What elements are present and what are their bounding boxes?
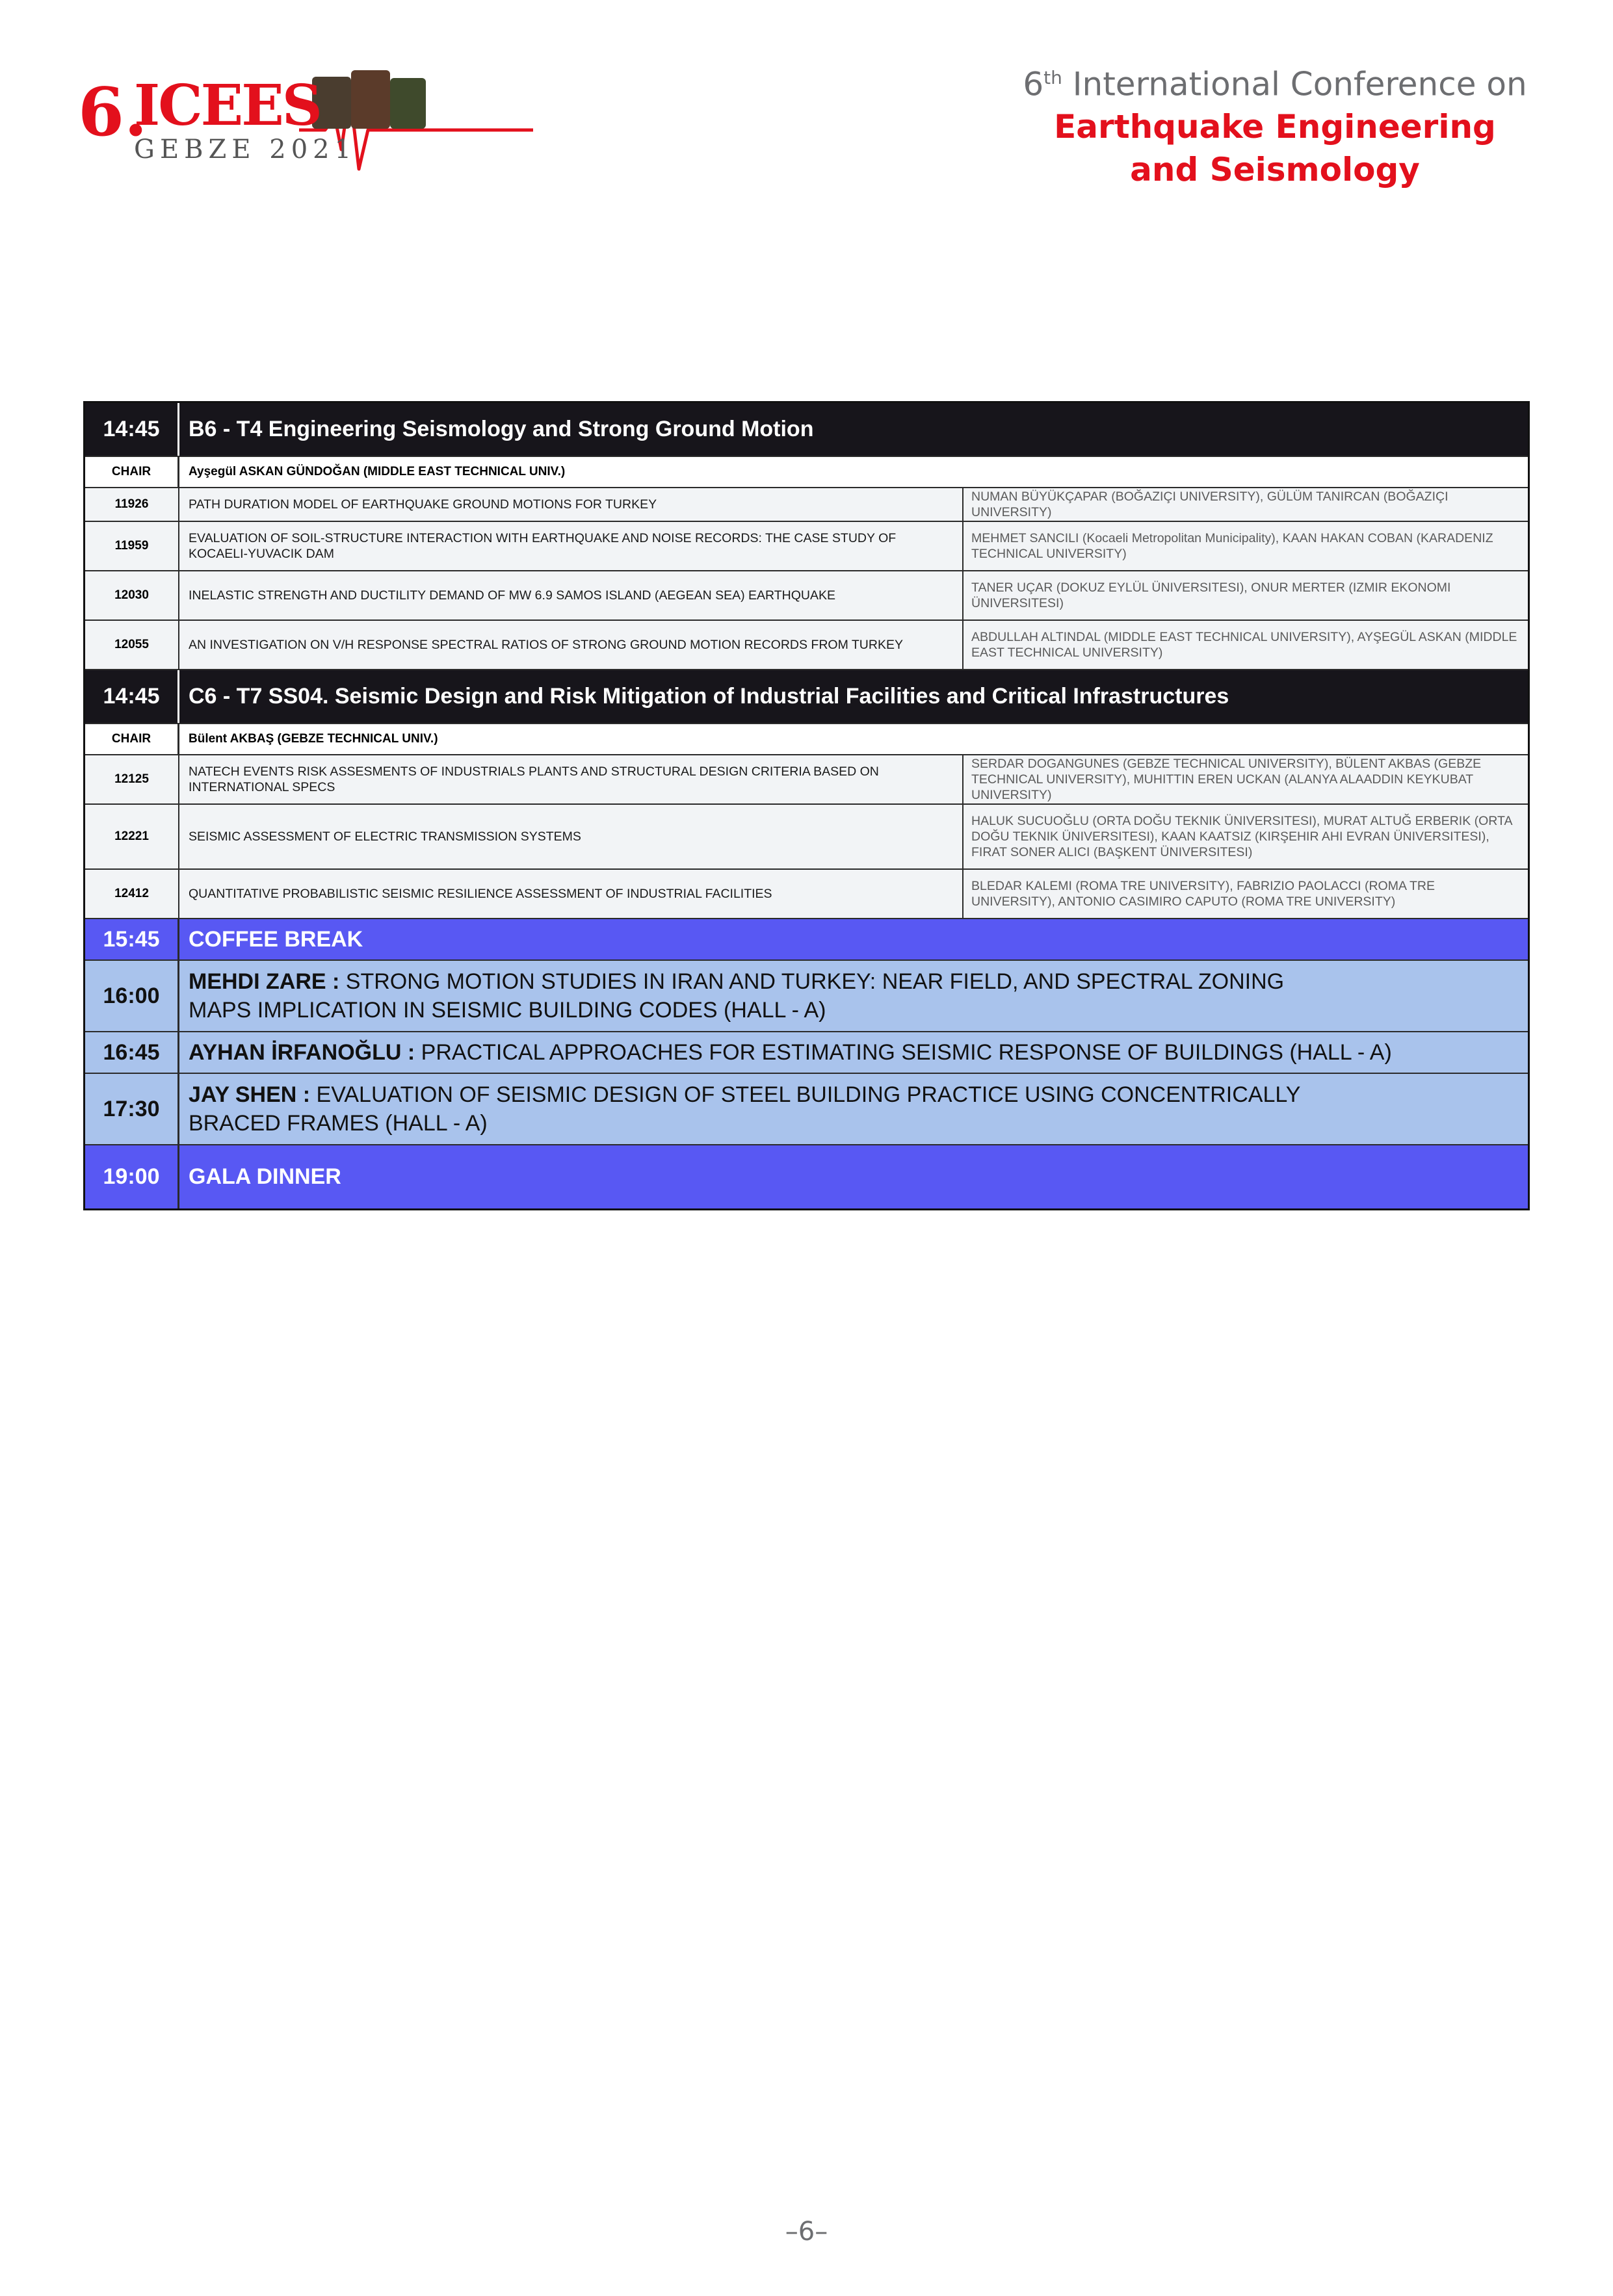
keynote-row <box>85 961 1528 1032</box>
keynote-time: 16:45 <box>85 1032 179 1073</box>
chair-row <box>85 724 1528 755</box>
keynote-speaker: MEHDI ZARE : <box>189 969 346 994</box>
session-time: 14:45 <box>85 670 179 723</box>
conference-title-line2: Earthquake Engineering <box>1054 107 1496 146</box>
paper-authors: HALUK SUCUOĞLU (ORTA DOĞU TEKNIK ÜNIVERSITESI), MURAT ALTUĞ ERBERIK (ORTA DOĞU TEKNIK ÜNIVERSITESI), KAAN KAATSIZ (KIRŞEHIR AHI EVRAN ÜNIVERSITESI), FIRAT SONER ALICI (BAŞKENT ÜNIVERSITESI) <box>971 814 1512 859</box>
conference-title-line1: 6th International Conference on <box>1023 65 1527 103</box>
keynote-title <box>179 1032 1528 1073</box>
paper-row <box>85 571 1528 621</box>
break-label: COFFEE BREAK <box>189 926 363 952</box>
paper-authors: MEHMET SANCILI (Kocaeli Metropolitan Municipality), KAAN HAKAN COBAN (KARADENIZ TECHNICAL UNIVERSITY) <box>971 531 1493 561</box>
paper-row <box>85 870 1528 919</box>
logo-subtitle: GEBZE 2021 <box>134 135 357 164</box>
paper-authors: BLEDAR KALEMI (ROMA TRE UNIVERSITY), FABRIZIO PAOLACCI (ROMA TRE UNIVERSITY), ANTONIO CASIMIRO CAPUTO (ROMA TRE UNIVERSITY) <box>971 879 1435 909</box>
schedule-table <box>83 401 1530 1210</box>
keynote-talk-line1: STRONG MOTION STUDIES IN IRAN AND TURKEY: NEAR FIELD, AND SPECTRAL ZONING <box>345 969 1285 994</box>
chair-name: Bülent AKBAŞ (GEBZE TECHNICAL UNIV.) <box>189 732 438 746</box>
conference-logo <box>78 65 546 182</box>
session-title: B6 - T4 Engineering Seismology and Strong Ground Motion <box>189 417 814 441</box>
logo-number: 6. <box>78 73 148 151</box>
paper-title: EVALUATION OF SOIL-STRUCTURE INTERACTION WITH EARTHQUAKE AND NOISE RECORDS: THE CASE STUDY OF KOCAELI-YUVACIK DAM <box>179 522 964 570</box>
paper-authors: ABDULLAH ALTINDAL (MIDDLE EAST TECHNICAL UNIVERSITY), AYŞEGÜL ASKAN (MIDDLE EAST TECHNICAL UNIVERSITY) <box>971 630 1517 660</box>
paper-code: 12221 <box>85 805 179 868</box>
paper-authors: TANER UÇAR (DOKUZ EYLÜL ÜNIVERSITESI), ONUR MERTER (IZMIR EKONOMI ÜNIVERSITESI) <box>971 581 1451 610</box>
logo-name: ICEES <box>134 73 321 138</box>
paper-code: 12030 <box>85 571 179 620</box>
paper-row <box>85 755 1528 805</box>
keynote-speaker: AYHAN İRFANOĞLU : <box>189 1040 421 1065</box>
paper-row <box>85 488 1528 522</box>
paper-row <box>85 621 1528 670</box>
keynote-time: 16:00 <box>85 961 179 1031</box>
paper-title: NATECH EVENTS RISK ASSESMENTS OF INDUSTRIALS PLANTS AND STRUCTURAL DESIGN CRITERIA BASED ON INTERNATIONAL SPECS <box>179 755 964 803</box>
keynote-talk-line2: MAPS IMPLICATION IN SEISMIC BUILDING CODES (HALL - A) <box>189 998 826 1023</box>
paper-title: PATH DURATION MODEL OF EARTHQUAKE GROUND MOTIONS FOR TURKEY <box>179 488 964 521</box>
keynote-talk-line1: PRACTICAL APPROACHES FOR ESTIMATING SEISMIC RESPONSE OF BUILDINGS (HALL - A) <box>421 1040 1392 1065</box>
paper-code: 12055 <box>85 621 179 669</box>
keynote-time: 17:30 <box>85 1074 179 1144</box>
gala-label: GALA DINNER <box>189 1164 341 1189</box>
session-title: C6 - T7 SS04. Seismic Design and Risk Mitigation of Industrial Facilities and Critical Infrastructures <box>189 684 1229 709</box>
paper-title: AN INVESTIGATION ON V/H RESPONSE SPECTRAL RATIOS OF STRONG GROUND MOTION RECORDS FROM TURKEY <box>179 621 964 669</box>
gala-time: 19:00 <box>85 1145 179 1208</box>
keynote-title <box>179 961 1528 1031</box>
chair-label: CHAIR <box>85 724 179 754</box>
chair-label: CHAIR <box>85 457 179 487</box>
gala-dinner-row <box>85 1145 1528 1208</box>
break-time: 15:45 <box>85 919 179 959</box>
session-header-row <box>85 670 1528 724</box>
paper-code: 11959 <box>85 522 179 570</box>
session-time: 14:45 <box>85 403 179 456</box>
session-header-row <box>85 403 1528 457</box>
chair-name: Ayşegül ASKAN GÜNDOĞAN (MIDDLE EAST TECHNICAL UNIV.) <box>189 465 566 478</box>
conference-title <box>1015 57 1535 191</box>
keynote-title <box>179 1074 1528 1144</box>
paper-authors: NUMAN BÜYÜKÇAPAR (BOĞAZIÇI UNIVERSITY), GÜLÜM TANIRCAN (BOĞAZIÇI UNIVERSITY) <box>971 489 1449 519</box>
keynote-row <box>85 1032 1528 1074</box>
paper-title: SEISMIC ASSESSMENT OF ELECTRIC TRANSMISSION SYSTEMS <box>179 805 964 868</box>
keynote-speaker: JAY SHEN : <box>189 1082 317 1107</box>
coffee-break-row <box>85 919 1528 961</box>
paper-title: QUANTITATIVE PROBABILISTIC SEISMIC RESILIENCE ASSESSMENT OF INDUSTRIAL FACILITIES <box>179 870 964 918</box>
paper-row <box>85 522 1528 571</box>
paper-title: INELASTIC STRENGTH AND DUCTILITY DEMAND OF MW 6.9 SAMOS ISLAND (AEGEAN SEA) EARTHQUAKE <box>179 571 964 620</box>
conference-title-line3: and Seismology <box>1130 150 1420 189</box>
page-number: –6– <box>785 2217 828 2247</box>
paper-authors: SERDAR DOGANGUNES (GEBZE TECHNICAL UNIVERSITY), BÜLENT AKBAS (GEBZE TECHNICAL UNIVERSITY), MUHITTIN EREN UCKAN (ALANYA ALAADDIN KEYKUBAT UNIVERSITY) <box>971 757 1482 802</box>
paper-code: 11926 <box>85 488 179 521</box>
keynote-row <box>85 1074 1528 1145</box>
paper-row <box>85 805 1528 870</box>
keynote-talk-line2: BRACED FRAMES (HALL - A) <box>189 1111 488 1136</box>
keynote-talk-line1: EVALUATION OF SEISMIC DESIGN OF STEEL BUILDING PRACTICE USING CONCENTRICALLY <box>316 1082 1301 1107</box>
paper-code: 12412 <box>85 870 179 918</box>
chair-row <box>85 457 1528 488</box>
paper-code: 12125 <box>85 755 179 803</box>
